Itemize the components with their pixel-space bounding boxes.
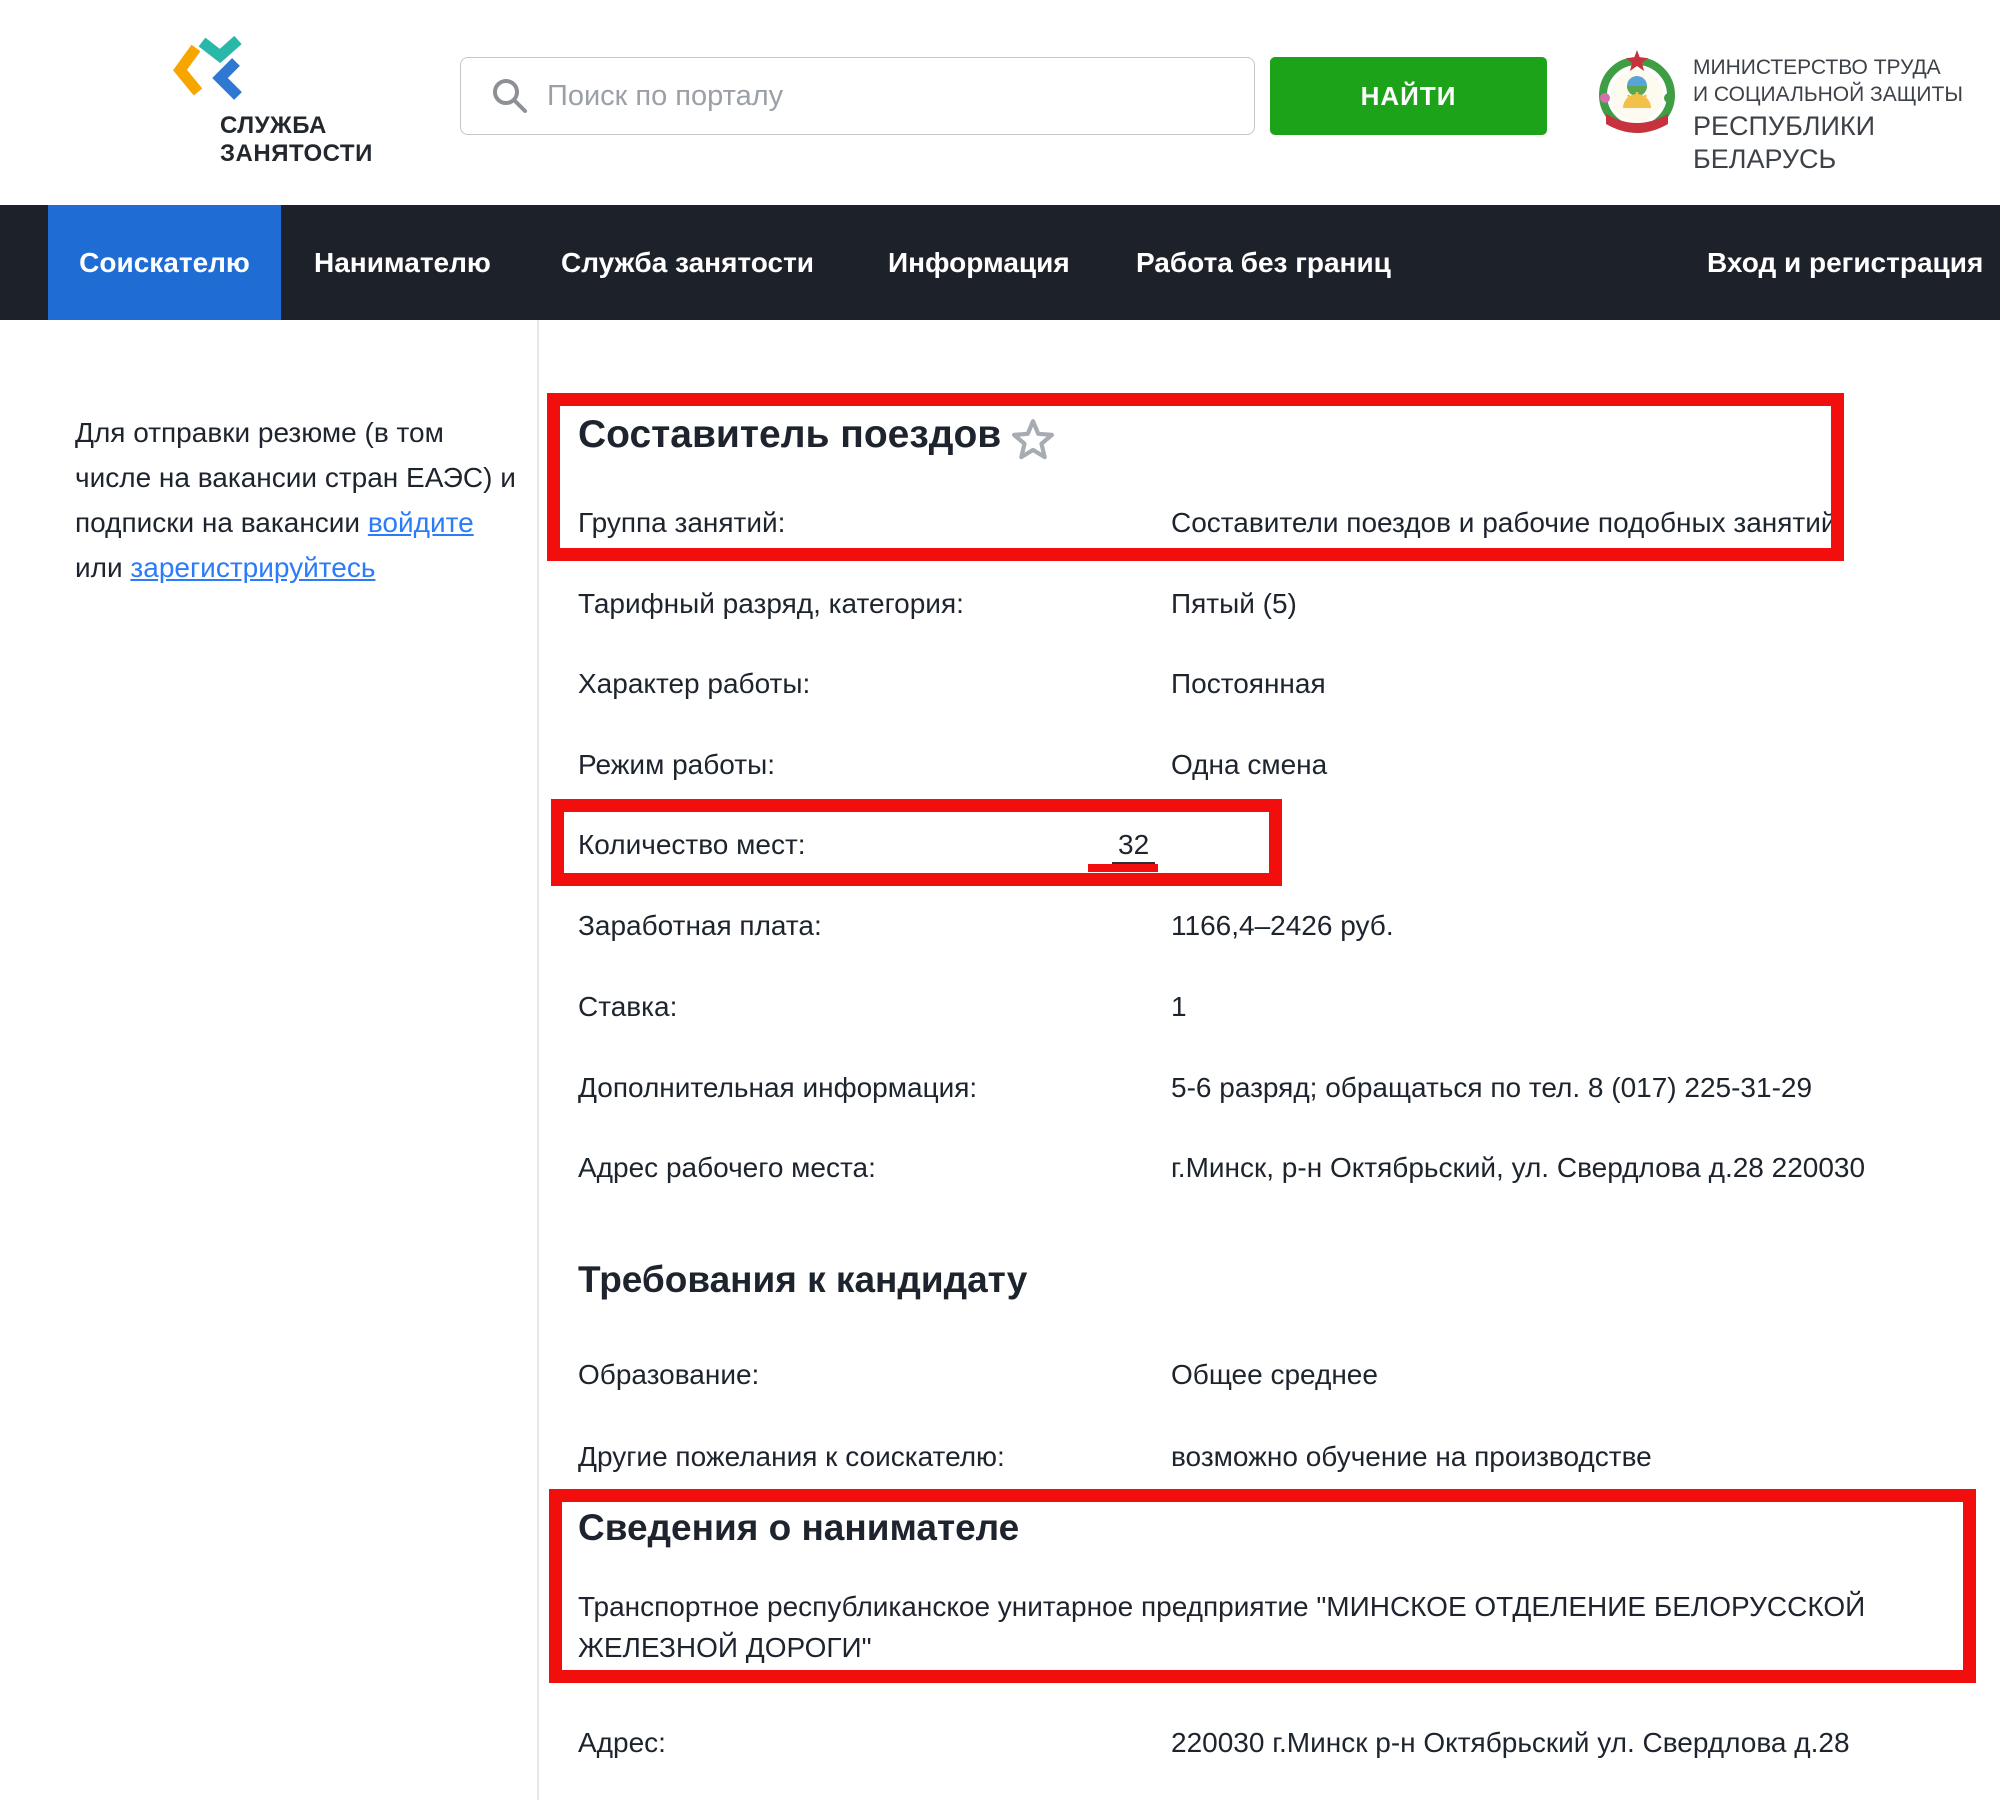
sidebar-text-line1: Для отправки резюме (в том [75, 417, 444, 448]
nav-login-registration[interactable]: Вход и регистрация [1707, 247, 1984, 278]
detail-row-vacancy-count [578, 828, 1978, 864]
search-input[interactable] [460, 57, 1255, 135]
register-link[interactable]: зарегистрируйтесь [130, 552, 376, 583]
login-link[interactable]: войдите [367, 507, 474, 538]
detail-row [578, 506, 1978, 540]
vacancy-count-value: 32 [1112, 828, 1155, 864]
row-label: Ставка: [578, 991, 678, 1022]
row-label: Образование: [578, 1359, 760, 1390]
row-label: Характер работы: [578, 668, 811, 699]
detail-row [578, 667, 1978, 701]
belarus-coat-of-arms [1592, 46, 1682, 138]
employer-address-row [578, 1726, 1978, 1760]
detail-row [578, 909, 1978, 943]
nav-tab-employment-service[interactable]: Служба занятости [561, 247, 814, 278]
site-header [0, 0, 2000, 205]
search-submit-button[interactable]: НАЙТИ [1270, 57, 1547, 135]
row-label: Дополнительная информация: [578, 1072, 978, 1103]
favorite-star-icon[interactable] [1010, 417, 1056, 463]
row-value: г.Минск, р-н Октябрьский, ул. Свердлова д.28 220030 [1171, 1152, 1866, 1183]
sidebar-text-line2: числе на вакансии стран ЕАЭС) и [75, 462, 516, 493]
requirement-row [578, 1440, 1978, 1474]
ministry-line-2: И СОЦИАЛЬНОЙ ЗАЩИТЫ [1693, 83, 1963, 106]
ministry-line-1: МИНИСТЕРСТВО ТРУДА [1693, 56, 1941, 79]
row-value: Пятый (5) [1171, 588, 1297, 619]
detail-row [578, 748, 1978, 782]
content-divider [537, 320, 539, 1800]
row-value: Составители поездов и рабочие подобных занятий [1171, 507, 1837, 538]
row-value: 1166,4–2426 руб. [1171, 910, 1394, 941]
row-value: 5-6 разряд; обращаться по тел. 8 (017) 225-31-29 [1171, 1072, 1813, 1103]
requirements-heading: Требования к кандидату [578, 1259, 1028, 1300]
row-label: Адрес: [578, 1727, 666, 1758]
logo-line-2: ЗАНЯТОСТИ [220, 140, 373, 167]
detail-row [578, 1071, 1978, 1105]
detail-row [578, 990, 1978, 1024]
site-logo-text [220, 112, 373, 168]
nav-tab-employer[interactable]: Нанимателю [314, 247, 491, 278]
nav-tab-information[interactable]: Информация [888, 247, 1070, 278]
employer-name: Транспортное республиканское унитарное предприятие "МИНСКОЕ ОТДЕЛЕНИЕ БЕЛОРУССКОЙ ЖЕЛЕЗНОЙ ДОРОГИ" [578, 1591, 1866, 1663]
nav-tab-work-without-borders[interactable]: Работа без границ [1136, 247, 1391, 278]
detail-row [578, 1151, 1978, 1185]
employer-heading: Сведения о нанимателе [578, 1507, 1020, 1548]
portal-search [460, 57, 1255, 135]
row-label: Группа занятий: [578, 507, 786, 538]
row-label: Количество мест: [578, 829, 806, 860]
row-value: 220030 г.Минск р-н Октябрьский ул. Свердлова д.28 [1171, 1727, 1850, 1758]
search-icon [490, 76, 530, 116]
requirement-row [578, 1358, 1978, 1392]
row-value: Общее среднее [1171, 1359, 1378, 1390]
sidebar-text-line4: или [75, 552, 131, 583]
employment-service-logo-icon [168, 30, 248, 112]
row-value: возможно обучение на производстве [1171, 1441, 1652, 1472]
nav-tab-jobseeker[interactable]: Соискателю [48, 205, 281, 320]
detail-row [578, 587, 1978, 621]
row-label: Другие пожелания к соискателю: [578, 1441, 1005, 1472]
main-navigation [0, 205, 2000, 320]
sidebar-note [75, 410, 545, 590]
ministry-title [1693, 54, 2000, 176]
sidebar-text-line3: подписки на вакансии [75, 507, 368, 538]
row-label: Адрес рабочего места: [578, 1152, 876, 1183]
row-value: Одна смена [1171, 749, 1328, 780]
ministry-line-3: РЕСПУБЛИКИ БЕЛАРУСЬ [1693, 111, 1876, 174]
vacancy-title: Составитель поездов [578, 413, 1002, 456]
annotation-underline-count [1088, 864, 1158, 872]
row-label: Тарифный разряд, категория: [578, 588, 964, 619]
logo-line-1: СЛУЖБА [220, 112, 327, 139]
row-value: Постоянная [1171, 668, 1326, 699]
row-value: 1 [1171, 991, 1187, 1022]
row-label: Режим работы: [578, 749, 775, 780]
row-label: Заработная плата: [578, 910, 822, 941]
